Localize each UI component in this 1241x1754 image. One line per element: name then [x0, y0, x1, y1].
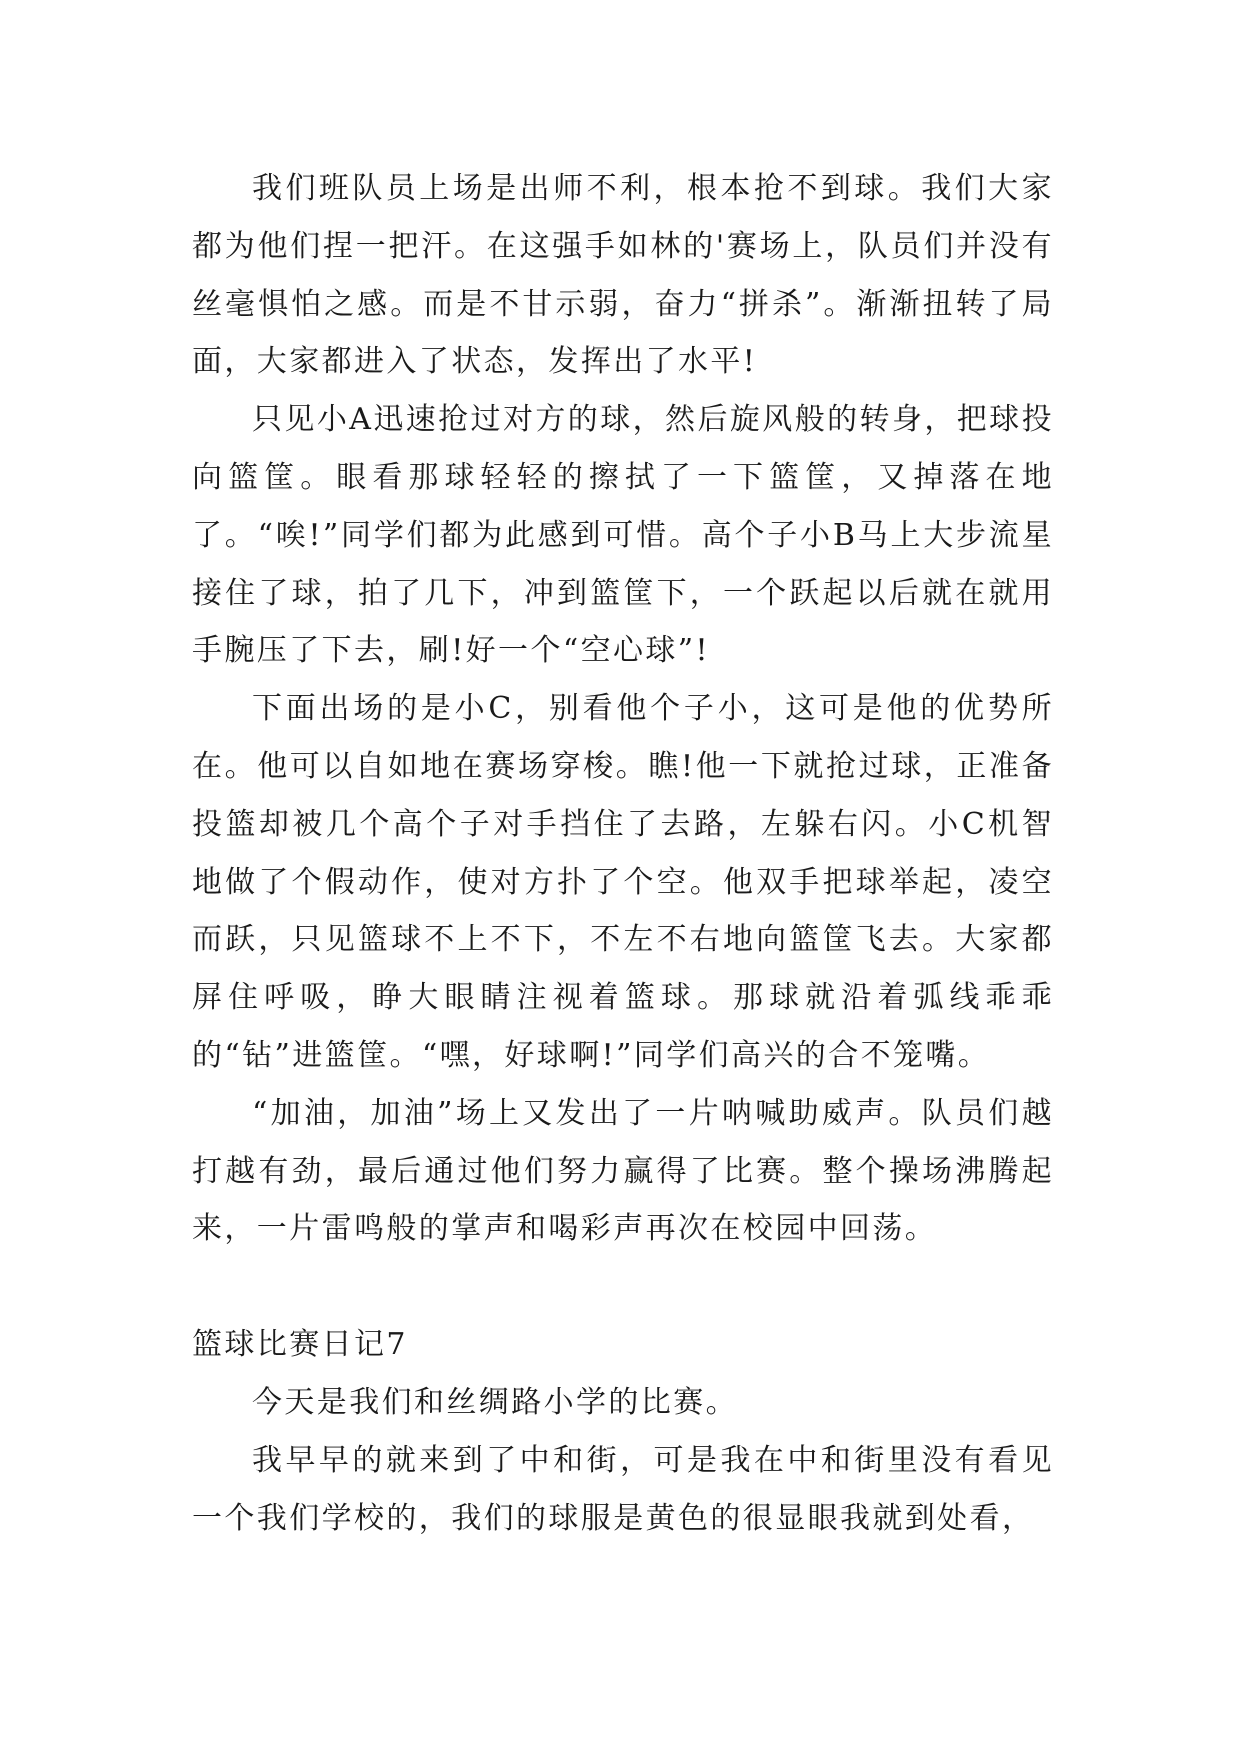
section-title: 篮球比赛日记7	[192, 1327, 408, 1363]
document-body	[192, 160, 1054, 1547]
paragraph-2: 只见小A迅速抢过对方的球，然后旋风般的转身，把球投向篮筐。眼看那球轻轻的擦拭了一下篮筐，又掉落在地了。“唉!”同学们都为此感到可惜。高个子小B马上大步流星接住了球，拍了几下，冲到篮筐下，一个跃起以后就在就用手腕压了下去，刷!好一个“空心球”!	[192, 402, 1054, 669]
section-paragraph-2: 我早早的就来到了中和街，可是我在中和街里没有看见一个我们学校的，我们的球服是黄色的很显眼我就到处看，	[192, 1442, 1054, 1536]
section-paragraph-1: 今天是我们和丝绸路小学的比赛。	[252, 1384, 738, 1420]
paragraph-4: “加油，加油”场上又发出了一片呐喊助威声。队员们越打越有劲，最后通过他们努力赢得了比赛。整个操场沸腾起来，一片雷鸣般的掌声和喝彩声再次在校园中回荡。	[192, 1095, 1054, 1247]
paragraph-3: 下面出场的是小C，别看他个子小，这可是他的优势所在。他可以自如地在赛场穿梭。瞧!他一下就抢过球，正准备投篮却被几个高个子对手挡住了去路，左躲右闪。小C机智地做了个假动作，使对方扑了个空。他双手把球举起，凌空而跃，只见篮球不上不下，不左不右地向篮筐飞去。大家都屏住呼吸，睁大眼睛注视着篮球。那球就沿着弧线乖乖的“钻”进篮筐。“嘿，好球啊!”同学们高兴的合不笼嘴。	[192, 691, 1054, 1073]
paragraph-1: 我们班队员上场是出师不利，根本抢不到球。我们大家都为他们捏一把汗。在这强手如林的'赛场上，队员们并没有丝毫惧怕之感。而是不甘示弱，奋力“拼杀”。渐渐扭转了局面，大家都进入了状态，发挥出了水平!	[192, 171, 1054, 380]
